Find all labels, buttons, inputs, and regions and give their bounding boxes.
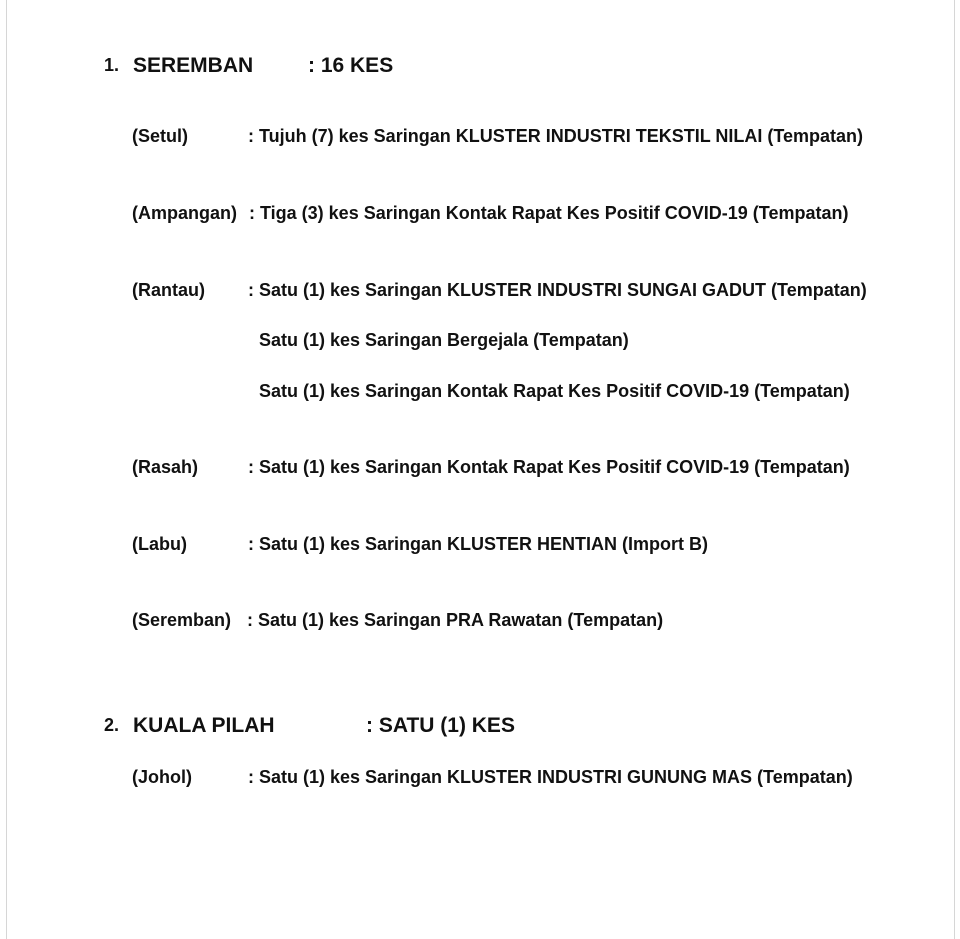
section-2-total: : SATU (1) KES (366, 714, 515, 737)
entry-detail-rantau-1: : Satu (1) kes Saringan KLUSTER INDUSTRI SUNGAI GADUT (Tempatan) (248, 280, 867, 300)
entry-detail-seremban: : Satu (1) kes Saringan PRA Rawatan (Tempatan) (247, 610, 664, 630)
entry-detail-ampangan: : Tiga (3) kes Saringan Kontak Rapat Kes Positif COVID-19 (Tempatan) (249, 203, 849, 223)
section-1-district: SEREMBAN (133, 54, 254, 77)
entry-area-labu: (Labu) (132, 534, 187, 554)
entry-area-seremban: (Seremban) (132, 610, 232, 630)
section-1-number: 1. (104, 55, 120, 75)
entry-area-johol: (Johol) (132, 767, 192, 787)
entry-area-ampangan: (Ampangan) (132, 203, 237, 223)
section-1-total: : 16 KES (308, 54, 394, 77)
entry-area-rasah: (Rasah) (132, 457, 199, 477)
entry-area-setul: (Setul) (132, 126, 188, 146)
entry-detail-rasah: : Satu (1) kes Saringan Kontak Rapat Kes Positif COVID-19 (Tempatan) (248, 457, 850, 477)
entry-detail-labu: : Satu (1) kes Saringan KLUSTER HENTIAN (Import B) (248, 534, 709, 554)
entry-detail-johol: : Satu (1) kes Saringan KLUSTER INDUSTRI GUNUNG MAS (Tempatan) (248, 767, 853, 787)
section-2-district: KUALA PILAH (133, 714, 275, 737)
entry-detail-setul: : Tujuh (7) kes Saringan KLUSTER INDUSTRI TEKSTIL NILAI (Tempatan) (248, 126, 864, 146)
section-2-number: 2. (104, 715, 120, 735)
entry-detail-rantau-2: Satu (1) kes Saringan Bergejala (Tempatan) (259, 330, 629, 350)
entry-detail-rantau-3: Satu (1) kes Saringan Kontak Rapat Kes Positif COVID-19 (Tempatan) (259, 381, 850, 401)
entry-area-rantau: (Rantau) (132, 280, 205, 300)
